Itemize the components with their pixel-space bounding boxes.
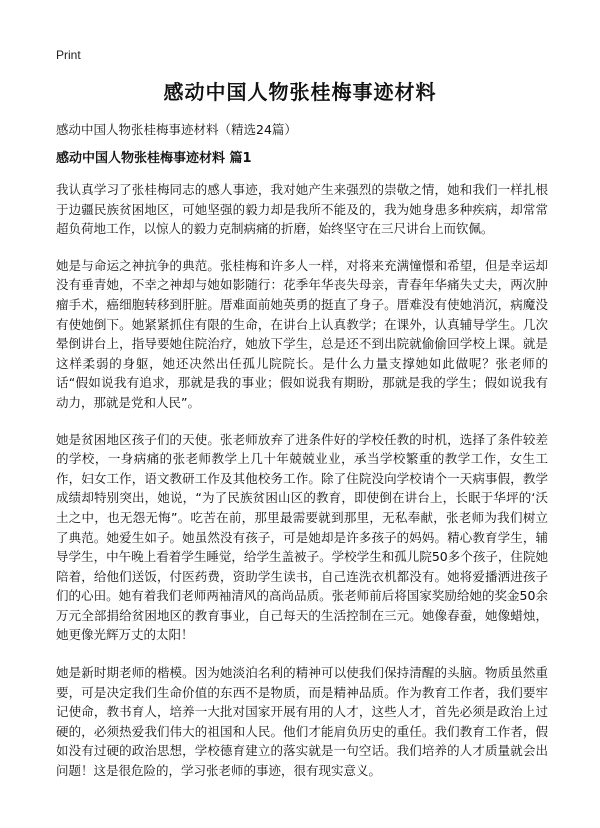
paragraph: 她是贫困地区孩子们的天使。张老师放弃了进条件好的学校任教的时机，选择了条件较差的学校，一身病痛的张老师教学上几十年兢兢业业，承当学校繁重的教学工作，女生工作，妇女工作，语文教研工作及其他校务工作。除了住院没向学校请个一天病事假，教学成绩却特别突出，她说，“为了民族贫困山区的教育，即使倒在讲台上，长眠于华坪的‘沃土之中，也无怨无悔”。吃苦在前，那里最需要就到那里，无私奉献，张老师为我们树立了典范。她爱生如子。她虽然没有孩子，可是她却是许多孩子的妈妈。精心教育学生，辅导学生，中午晚上看着学生睡觉，给学生盖被子。学校学生和孤儿院50多个孩子，住院她陪着，给他们送饭，付医药费，资助学生读书，自己连洗衣机都没有。她将爱播洒进孩子们的心田。她有着我们老师两袖清风的高尚品质。张老师前后将国家奖励给她的奖金50余万元全部捐给贫困地区的教育事业，自己每天的生活控制在三元。她像春蚕，她像蜡烛，她更像光辉万丈的太阳！ — [56, 431, 548, 643]
print-link[interactable]: Print — [56, 48, 81, 62]
page-title: 感动中国人物张桂梅事迹材料 — [163, 80, 437, 104]
section-heading: 感动中国人物张桂梅事迹材料 篇1 — [56, 151, 252, 166]
paragraph: 她是与命运之神抗争的典范。张桂梅和许多人一样，对将来充满憧憬和希望，但是幸运却没有垂青她，不幸之神却与她如影随行：花季年华丧失母亲，青春年华痛失丈夫，两次肿瘤手术，癌细胞转移到肝脏。厝难面前她英勇的挺直了身子。厝难没有使她消沉，病魔没有使她倒下。她紧紧抓住有限的生命，在讲台上认真教学；在课外，认真辅导学生。几次晕倒讲台上，指导要她住院治疗，她放下学生，总是还不到出院就偷偷回学校上课。就是这样柔弱的身躯，她还决然出任孤儿院院长。是什么力量支撑她如此做呢？张老师的话“假如说我有追求，那就是我的事业；假如说我有期盼，那就是我的学生；假如说我有动力，那就是党和人民”。 — [56, 257, 548, 410]
paragraph: 我认真学习了张桂梅同志的感人事迹，我对她产生来强烈的崇敬之情，她和我们一样扎根于边疆民族贫困地区，可她坚强的毅力却是我所不能及的，我为她身患多种疾病，却常常超负荷地工作，以惊人的毅力克制病痛的折磨，始终坚守在三尺讲台上而钦佩。 — [56, 182, 548, 237]
article-body — [56, 180, 548, 800]
document-subtitle: 感动中国人物张桂梅事迹材料（精选24篇） — [56, 122, 297, 137]
paragraph: 她是新时期老师的楷模。因为她淡泊名利的精神可以使我们保持清醒的头脑。物质虽然重要，可是决定我们生命价值的东西不是物质，而是精神品质。作为教育工作者，我们要牢记使命，教书育人，培养一大批对国家开展有用的人才，这些人才，首先必须是政治上过硬的，必须热爱我们伟大的祖国和人民。他们才能肩负历史的重任。我们教育工作者，假如没有过硬的政治思想，学校德育建立的落实就是一句空话。我们培养的人才质量就会出问题！这是很危险的，学习张老师的事迹，很有现实意义。 — [56, 665, 548, 779]
